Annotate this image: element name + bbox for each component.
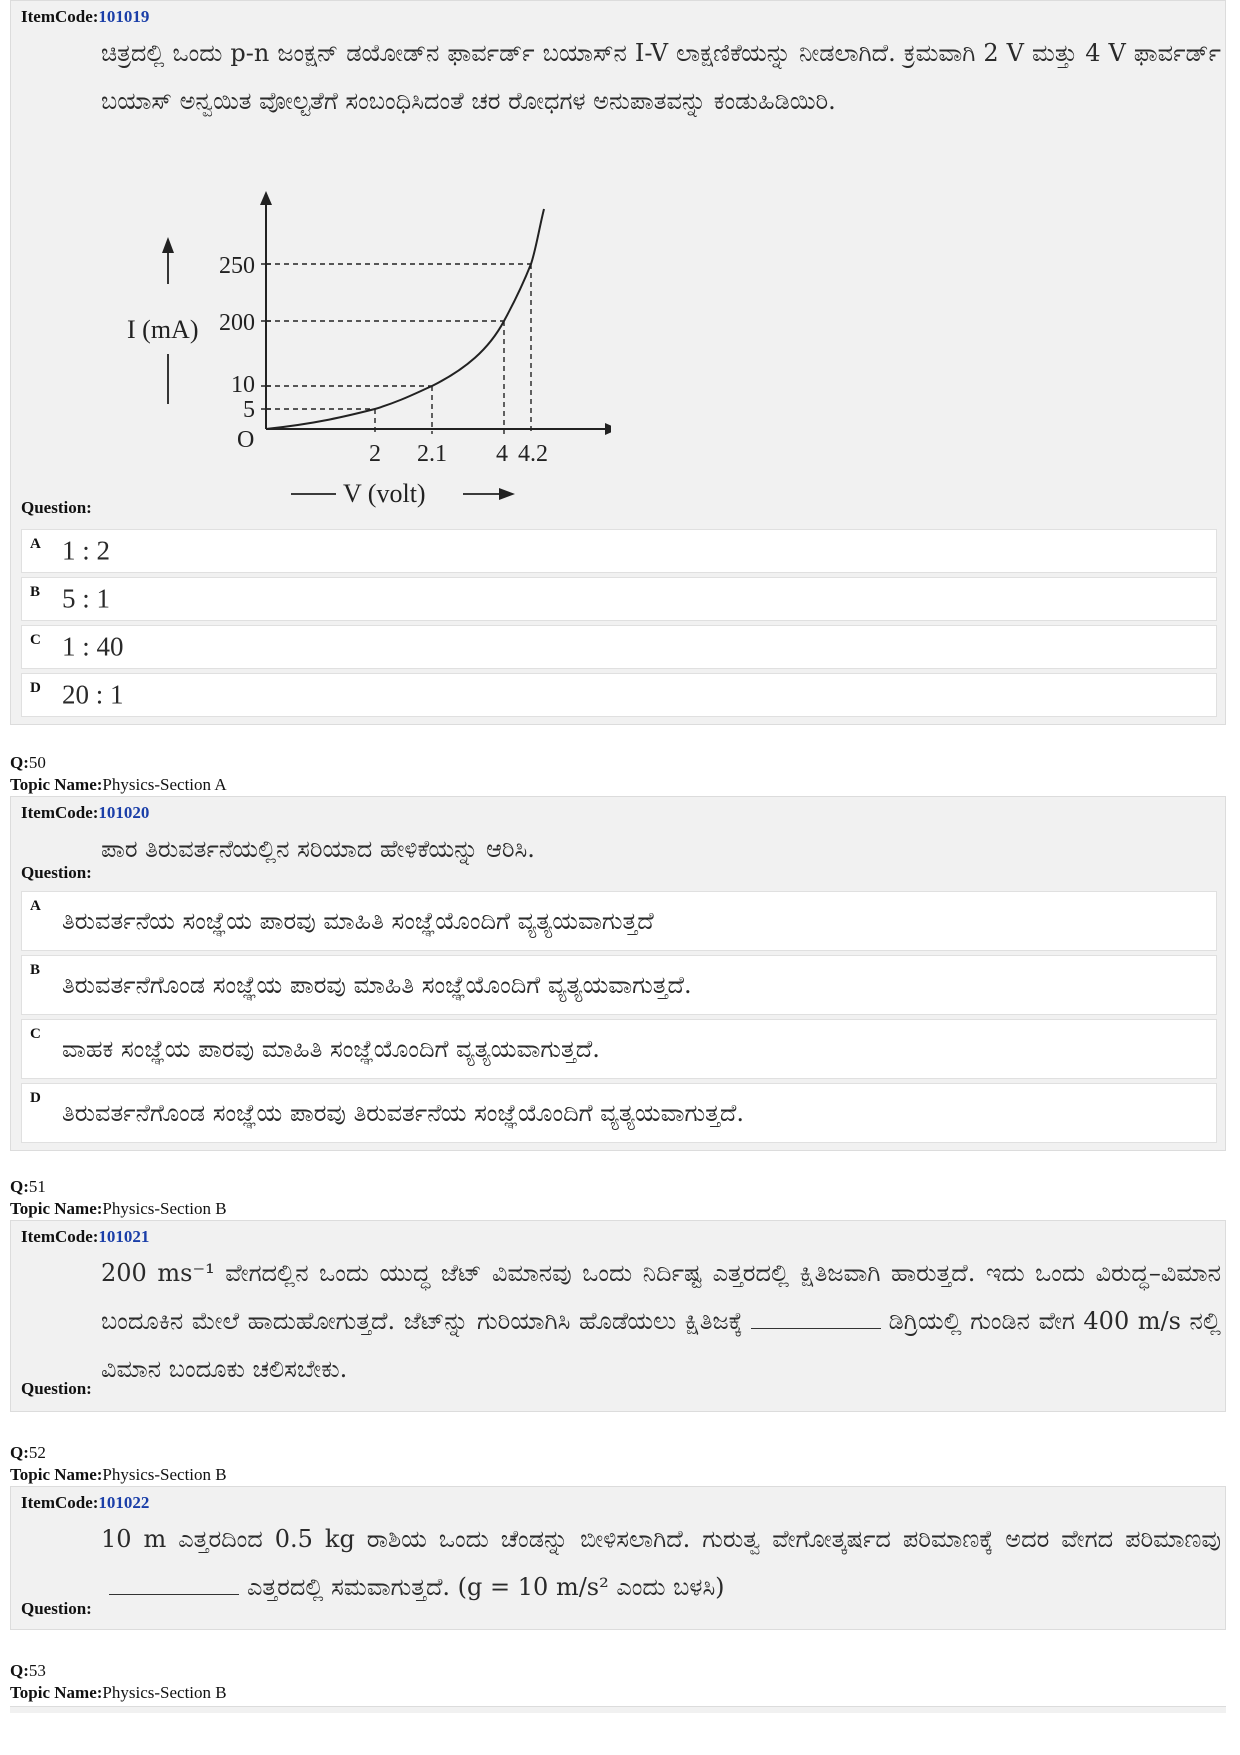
- x-tick-2-1: 2.1: [417, 441, 447, 467]
- itemcode-value: 101022: [98, 1493, 150, 1512]
- question-text: 10 m ಎತ್ತರದಿಂದ 0.5 kg ರಾಶಿಯ ಒಂದು ಚೆಂಡನ್ನು ಬೀಳಿಸಲಾಗಿದೆ. ಗುರುತ್ವ ವೇಗೋತ್ಕರ್ಷದ ಪರಿಮಾಣಕ್ಕೆ ಅದರ ವೇಗದ ಪರಿಮಾಣವುಎತ್ತರದಲ್ಲಿ ಸಮವಾಗುತ್ತದೆ. (g = 10 m/s² ಎಂದು ಬಳಸಿ): [101, 1525, 1221, 1601]
- option-d[interactable]: D ತಿರುವರ್ತನೆಗೊಂಡ ಸಂಜ್ಞೆಯ ಪಾರವು ತಿರುವರ್ತನೆಯ ಸಂಜ್ಞೆಯೊಂದಿಗೆ ವ್ಯತ್ಯಯವಾಗುತ್ತದೆ.: [21, 1083, 1217, 1143]
- q52-header: Q:52 Topic Name:Physics-Section B: [10, 1443, 227, 1484]
- itemcode-row: ItemCode:101020: [21, 803, 150, 822]
- x-tick-4: 4: [496, 441, 508, 467]
- question-text: 200 ms⁻¹ ವೇಗದಲ್ಲಿನ ಒಂದು ಯುದ್ಧ ಜೆಟ್ ವಿಮಾನವು ಒಂದು ನಿರ್ದಿಷ್ಟ ಎತ್ತರದಲ್ಲಿ ಕ್ಷಿತಿಜವಾಗಿ ಹಾರುತ್ತದೆ. ಇದು ಒಂದು ವಿರುದ್ಧ–ವಿಮಾನ ಬಂದೂಕಿನ ಮೇಲೆ ಹಾದುಹೋಗುತ್ತದೆ. ಜೆಟ್‌ನ್ನು ಗುರಿಯಾಗಿಸಿ ಹೊಡೆಯಲು ಕ್ಷಿತಿಜಕ್ಕೆ ಡಿಗ್ರಿಯಲ್ಲಿ ಗುಂಡಿನ ವೇಗ 400 m/s ನಲ್ಲಿ ವಿಮಾನ ಬಂದೂಕು ಚಲಿಸಬೇಕು.: [101, 1259, 1221, 1383]
- option-d[interactable]: D 20 : 1: [21, 673, 1217, 717]
- question-card-101020: [10, 796, 1226, 1151]
- y-tick-200: 200: [219, 310, 255, 336]
- x-axis-arrow-icon: [605, 423, 611, 435]
- y-axis-label: I (mA): [127, 315, 199, 344]
- itemcode-value: 101020: [98, 803, 150, 822]
- q53-header: Q:53 Topic Name:Physics-Section B: [10, 1661, 227, 1702]
- question-card-101019: [10, 0, 1226, 725]
- option-c[interactable]: C 1 : 40: [21, 625, 1217, 669]
- origin-label: O: [237, 427, 255, 453]
- question-label: Question:: [21, 1379, 92, 1398]
- question-text: ಚಿತ್ರದಲ್ಲಿ ಒಂದು p-n ಜಂಕ್ಷನ್ ಡಯೋಡ್‌ನ ಫಾರ್ವರ್ಡ್ ಬಯಾಸ್‌ನ I-V ಲಾಕ್ಷಣಿಕೆಯನ್ನು ನೀಡಲಾಗಿದೆ. ಕ್ರಮವಾಗಿ 2 V ಮತ್ತು 4 V ಫಾರ್ವರ್ಡ್ ಬಯಾಸ್ ಅನ್ವಯಿತ ವೋಲ್ಟತೆಗೆ ಸಂಬಂಧಿಸಿದಂತೆ ಚರ ರೋಧಗಳ ಅನುಪಾತವನ್ನು ಕಂಡುಹಿಡಿಯಿರಿ.: [101, 39, 1221, 115]
- x-tick-4-2: 4.2: [518, 441, 548, 467]
- x-axis-label: V (volt): [343, 479, 426, 508]
- itemcode-row: ItemCode:101021: [21, 1227, 150, 1246]
- option-a[interactable]: A ತಿರುವರ್ತನೆಯ ಸಂಜ್ಞೆಯ ಪಾರವು ಮಾಹಿತಿ ಸಂಜ್ಞೆಯೊಂದಿಗೆ ವ್ಯತ್ಯಯವಾಗುತ್ತದೆ: [21, 891, 1217, 951]
- y-tick-5: 5: [243, 397, 255, 423]
- x-label-arrow-icon: [499, 488, 515, 500]
- itemcode-value: 101019: [98, 7, 150, 26]
- option-b[interactable]: B ತಿರುವರ್ತನೆಗೊಂಡ ಸಂಜ್ಞೆಯ ಪಾರವು ಮಾಹಿತಿ ಸಂಜ್ಞೆಯೊಂದಿಗೆ ವ್ಯತ್ಯಯವಾಗುತ್ತದೆ.: [21, 955, 1217, 1015]
- itemcode-row: ItemCode:101019: [21, 7, 150, 26]
- answer-blank: [109, 1574, 239, 1595]
- y-axis-arrow-icon: [260, 191, 272, 205]
- q51-header: Q:51 Topic Name:Physics-Section B: [10, 1177, 227, 1218]
- y-tick-250: 250: [219, 253, 255, 279]
- iv-curve: [266, 209, 544, 429]
- y-tick-10: 10: [231, 372, 255, 398]
- option-c[interactable]: C ವಾಹಕ ಸಂಜ್ಞೆಯ ಪಾರವು ಮಾಹಿತಿ ಸಂಜ್ಞೆಯೊಂದಿಗೆ ವ್ಯತ್ಯಯವಾಗುತ್ತದೆ.: [21, 1019, 1217, 1079]
- answer-blank: [751, 1308, 881, 1329]
- question-label: Question:: [21, 498, 92, 517]
- y-label-arrow-icon: [162, 237, 174, 253]
- question-card-101021: [10, 1220, 1226, 1412]
- question-label: Question:: [21, 1599, 92, 1618]
- option-a[interactable]: A 1 : 2: [21, 529, 1217, 573]
- next-card-edge: [10, 1706, 1226, 1713]
- itemcode-row: ItemCode:101022: [21, 1493, 150, 1512]
- option-b[interactable]: B 5 : 1: [21, 577, 1217, 621]
- iv-characteristic-graph: [111, 189, 611, 519]
- question-text: ಪಾರ ತಿರುವರ್ತನೆಯಲ್ಲಿನ ಸರಿಯಾದ ಹೇಳಿಕೆಯನ್ನು ಆರಿಸಿ.: [101, 835, 535, 863]
- question-card-101022: [10, 1486, 1226, 1630]
- q50-header: Q:50 Topic Name:Physics-Section A: [10, 753, 227, 794]
- itemcode-value: 101021: [98, 1227, 150, 1246]
- question-label: Question:: [21, 863, 92, 882]
- x-tick-2: 2: [369, 441, 381, 467]
